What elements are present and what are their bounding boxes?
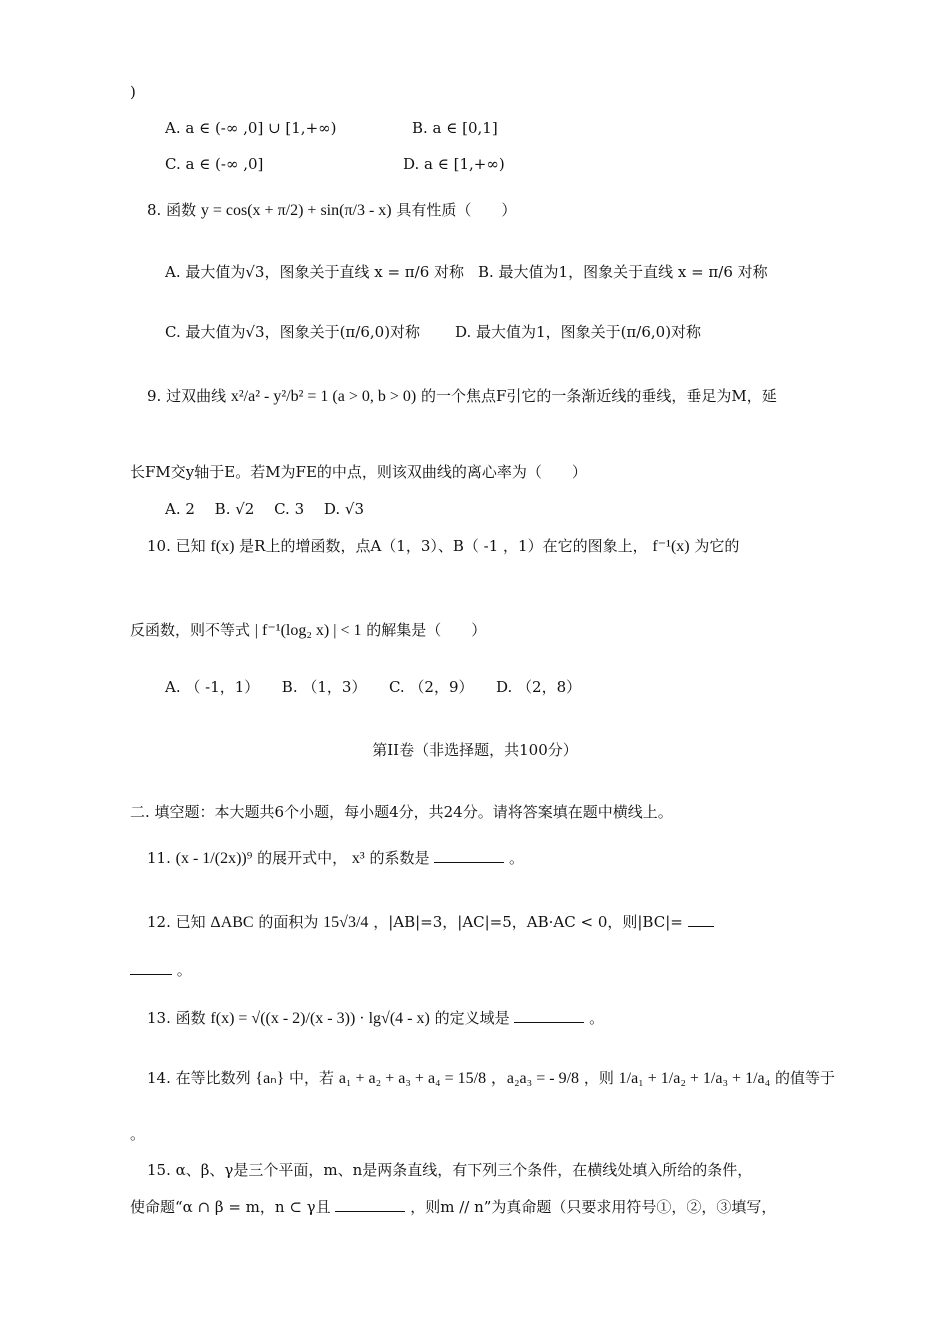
q11-mid: 的展开式中， <box>257 849 348 867</box>
q8-stem-post: 具有性质（ ） <box>396 201 517 219</box>
q12 <box>147 912 714 933</box>
q11-number: 11. <box>147 849 171 867</box>
q10-stem-e: 为它的 <box>694 537 740 555</box>
q13-pre: 13. 函数 <box>147 1009 206 1027</box>
q11-post: 的系数是 <box>369 849 430 867</box>
q9-stem-line1 <box>147 386 777 407</box>
q10-stem2-a: 反函数，则不等式 <box>130 621 251 639</box>
q12-area: 15√3/4 <box>323 914 369 931</box>
q11-x3: x³ <box>351 850 365 867</box>
q10-options: A. （ -1，1） B. （1，3） C. （2，9） D. （2，8） <box>165 678 582 696</box>
q12-triangle: ΔABC <box>210 914 254 931</box>
q14-sum: a₁ + a₂ + a₃ + a₄ = 15/8 <box>338 1070 487 1087</box>
q11 <box>147 848 524 869</box>
q14-pre: 14. 在等比数列 <box>147 1069 251 1087</box>
q10-stem2-b: 的解集是（ ） <box>366 621 487 639</box>
q14 <box>147 1068 835 1089</box>
q14-mid: 中，若 <box>289 1069 335 1087</box>
q12-conditions: ，|AB|=3，|AC|=5，AB·AC < 0，则|BC|= <box>373 913 683 931</box>
part2-title: 第II卷（非选择题，共100分） <box>372 741 578 759</box>
q8-option-c: C. 最大值为√3，图象关于(π/6,0)对称 <box>165 323 421 341</box>
q10-stem-line1 <box>147 536 739 557</box>
q14-continuation: 。 <box>130 1125 146 1143</box>
q8-formula: y = cos(x + π/2) + sin(π/3 - x) <box>200 202 392 219</box>
q13-post: 的定义域是 <box>434 1009 510 1027</box>
q7-tail: ) <box>130 83 136 101</box>
q11-end: 。 <box>509 849 525 867</box>
q10-stem-line2 <box>130 620 486 641</box>
q11-formula: (x - 1/(2x))⁹ <box>175 850 253 867</box>
q10-inverse: f⁻¹(x) <box>652 538 690 555</box>
q10-inequality: | f⁻¹(log₂ x) | < 1 <box>254 622 362 639</box>
q8-option-b: B. 最大值为1，图象关于直线 x = π/6 对称 <box>478 263 768 281</box>
q12-answer-blank-cont[interactable] <box>130 960 172 975</box>
q15-line1: 15. α、β、γ是三个平面，m、n是两条直线，有下列三个条件，在横线处填入所给的条件， <box>147 1161 753 1179</box>
q9-formula: x²/a² - y²/b² = 1 (a > 0, b > 0) <box>230 388 417 405</box>
q7-option-d: D. a ∈ [1,+∞) <box>403 155 505 173</box>
q13-answer-blank[interactable] <box>514 1008 584 1023</box>
q14-post: 的值等于 <box>774 1069 835 1087</box>
q12-continuation <box>130 960 192 980</box>
q13-end: 。 <box>589 1009 605 1027</box>
q7-option-c: C. a ∈ (-∞ ,0] <box>165 155 264 173</box>
q14-sequence: {aₙ} <box>255 1070 285 1087</box>
q14-product: ，a₂a₃ = - 9/8 <box>490 1070 580 1087</box>
q12-pre: 12. 已知 <box>147 913 206 931</box>
q14-then: ，则 <box>583 1069 614 1087</box>
q15-answer-blank[interactable] <box>335 1197 405 1212</box>
q8-option-a: A. 最大值为√3，图象关于直线 x = π/6 对称 <box>165 263 465 281</box>
q15-line2-post: ，则m // n”为真命题（只要求用符号①，②，③填写， <box>410 1198 777 1216</box>
q15-line2 <box>130 1197 776 1217</box>
q9-stem-pre: 9. 过双曲线 <box>147 387 227 405</box>
q13 <box>147 1008 604 1029</box>
q9-stem-line2: 长FM交y轴于E。若M为FE的中点，则该双曲线的离心率为（ ） <box>130 463 587 481</box>
q10-stem-a: 10. 已知 <box>147 537 206 555</box>
q10-stem-c: 是R上的增函数，点A（1，3）、B（ -1 ，1）在它的图象上， <box>239 537 648 555</box>
q11-answer-blank[interactable] <box>434 848 504 863</box>
q12-answer-blank[interactable] <box>688 912 714 927</box>
q8-stem-pre: 8. 函数 <box>147 201 197 219</box>
q9-options: A. 2 B. √2 C. 3 D. √3 <box>165 500 365 518</box>
q10-fx: f(x) <box>210 538 235 555</box>
q15-line2-pre: 使命题“α ∩ β = m，n ⊂ γ且 <box>130 1198 331 1216</box>
q13-formula: f(x) = √((x - 2)/(x - 3)) · lg√(4 - x) <box>210 1010 430 1027</box>
section2-heading: 二. 填空题：本大题共6个小题，每小题4分，共24分。请将答案填在题中横线上。 <box>130 803 673 821</box>
q12-cont: 。 <box>176 961 192 979</box>
q9-stem-post: 的一个焦点F引它的一条渐近线的垂线，垂足为M，延 <box>421 387 777 405</box>
q7-option-b: B. a ∈ [0,1] <box>412 119 498 137</box>
q7-option-a: A. a ∈ (-∞ ,0] ∪ [1,+∞) <box>165 119 337 137</box>
q8-option-d: D. 最大值为1，图象关于(π/6,0)对称 <box>455 323 702 341</box>
q12-mid: 的面积为 <box>258 913 319 931</box>
q8-stem <box>147 200 516 221</box>
q14-reciprocal-sum: 1/a₁ + 1/a₂ + 1/a₃ + 1/a₄ <box>618 1070 771 1087</box>
